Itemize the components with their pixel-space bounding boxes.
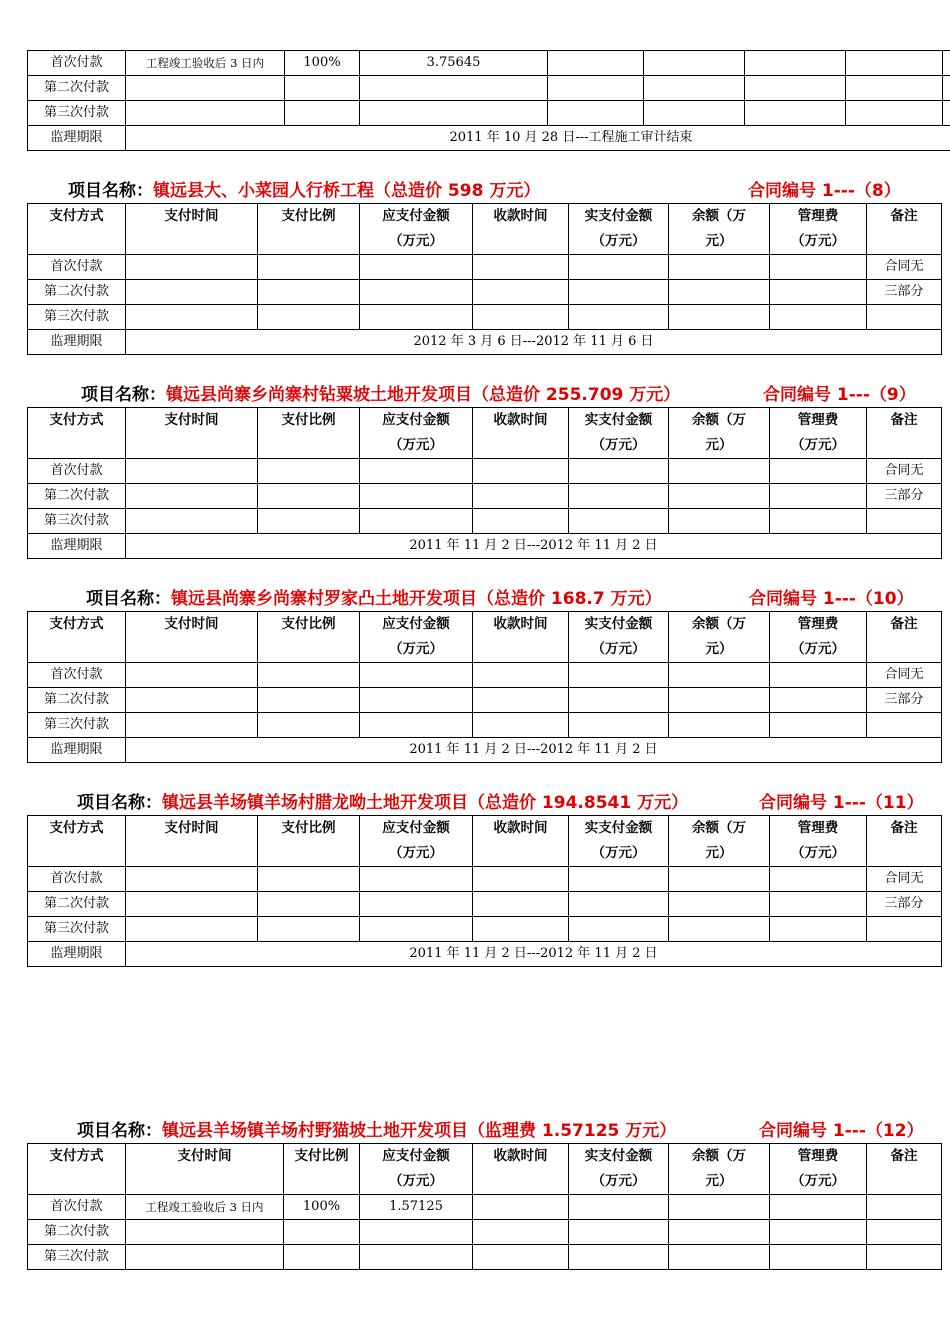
remark-cell: 三部分 bbox=[867, 484, 942, 509]
contract-number: 合同编号 1---（8） bbox=[748, 181, 901, 201]
remark-cell: 合同无 bbox=[867, 663, 942, 688]
project-name: 镇远县尚寨乡尚寨村罗家凸土地开发项目（总造价 168.7 万元） bbox=[171, 589, 662, 609]
table-row: 监理期限 2011 年 11 月 2 日---2012 年 11 月 2 日 bbox=[28, 942, 942, 967]
table-row: 监理期限 2011 年 11 月 2 日---2012 年 11 月 2 日 bbox=[28, 738, 942, 763]
remark-cell: 合同无 bbox=[867, 255, 942, 280]
row-label: 第二次付款 bbox=[28, 76, 126, 101]
supervision-period: 2011 年 11 月 2 日---2012 年 11 月 2 日 bbox=[126, 738, 942, 763]
contract-number: 合同编号 1---（9） bbox=[763, 385, 916, 405]
pay-time-cell: 工程竣工验收后 3 日内 bbox=[126, 51, 285, 76]
table-row: 首次付款 合同无 bbox=[28, 459, 942, 484]
project-title: 项目名称：镇远县大、小菜园人行桥工程（总造价 598 万元） bbox=[68, 181, 541, 201]
payment-table bbox=[27, 611, 942, 763]
remark-cell: 三部分 bbox=[867, 688, 942, 713]
table-row: 第二次付款 三部分 bbox=[28, 484, 942, 509]
table-row: 监理期限 2011 年 11 月 2 日---2012 年 11 月 2 日 bbox=[28, 534, 942, 559]
pay-ratio-cell: 100% bbox=[285, 51, 360, 76]
table-row: 第二次付款 bbox=[28, 1220, 942, 1245]
supervision-period: 2011 年 11 月 2 日---2012 年 11 月 2 日 bbox=[126, 534, 942, 559]
payment-table bbox=[27, 407, 942, 559]
supervision-period: 2012 年 3 月 6 日---2012 年 11 月 6 日 bbox=[126, 330, 942, 355]
row-label: 第三次付款 bbox=[28, 101, 126, 126]
table-header: 支付方式 支付时间 支付比例 应支付金额 （万元） 收款时间 实支付金额 （万元） 余额（万 元） 管理费 （万元） 备注 bbox=[28, 1144, 942, 1195]
table-row: 首次付款 合同无 bbox=[28, 867, 942, 892]
remark-cell: 合同无 bbox=[867, 867, 942, 892]
remark-cell: 三部分 bbox=[867, 892, 942, 917]
payment-table bbox=[27, 1143, 942, 1270]
table-header: 支付方式 支付时间 支付比例 应支付金额 （万元） 收款时间 实支付金额 （万元） 余额（万 元） 管理费 （万元） 备注 bbox=[28, 204, 942, 255]
table-row: 第三次付款 bbox=[28, 1245, 942, 1270]
supervision-period: 2011 年 10 月 28 日---工程施工审计结束 bbox=[126, 126, 950, 151]
project-name: 镇远县羊场镇羊场村野猫坡土地开发项目（监理费 1.57125 万元） bbox=[162, 1121, 677, 1141]
remark-cell: 合同无 bbox=[867, 459, 942, 484]
supervision-period: 2011 年 11 月 2 日---2012 年 11 月 2 日 bbox=[126, 942, 942, 967]
table-row: 首次付款 合同无 bbox=[28, 663, 942, 688]
table-row bbox=[28, 76, 950, 101]
table-row: 监理期限 2012 年 3 月 6 日---2012 年 11 月 6 日 bbox=[28, 330, 942, 355]
contract-number: 合同编号 1---（10） bbox=[749, 589, 914, 609]
table-row: 第三次付款 bbox=[28, 917, 942, 942]
table-row bbox=[28, 51, 950, 76]
table-row: 第二次付款 三部分 bbox=[28, 280, 942, 305]
due-amount-cell: 1.57125 bbox=[360, 1195, 473, 1220]
table-row: 第三次付款 bbox=[28, 713, 942, 738]
contract-number: 合同编号 1---（11） bbox=[759, 793, 924, 813]
payment-table bbox=[27, 815, 942, 967]
project-title: 项目名称：镇远县尚寨乡尚寨村钻粟坡土地开发项目（总造价 255.709 万元） bbox=[81, 385, 681, 405]
project-title: 项目名称：镇远县羊场镇羊场村腊龙呦土地开发项目（总造价 194.8541 万元） bbox=[77, 793, 689, 813]
payment-table bbox=[27, 203, 942, 355]
table-row: 首次付款 工程竣工验收后 3 日内 100% 1.57125 bbox=[28, 1195, 942, 1220]
table-header: 支付方式 支付时间 支付比例 应支付金额 （万元） 收款时间 实支付金额 （万元） 余额（万 元） 管理费 （万元） 备注 bbox=[28, 408, 942, 459]
project-name: 镇远县尚寨乡尚寨村钻粟坡土地开发项目（总造价 255.709 万元） bbox=[166, 385, 681, 405]
table-header: 支付方式 支付时间 支付比例 应支付金额 （万元） 收款时间 实支付金额 （万元） 余额（万 元） 管理费 （万元） 备注 bbox=[28, 612, 942, 663]
table-row: 第三次付款 bbox=[28, 305, 942, 330]
project-title: 项目名称：镇远县羊场镇羊场村野猫坡土地开发项目（监理费 1.57125 万元） bbox=[77, 1121, 677, 1141]
remark-cell: 三部分 bbox=[867, 280, 942, 305]
row-label: 首次付款 bbox=[28, 51, 126, 76]
payment-table-continued bbox=[27, 50, 950, 151]
due-amount-cell: 3.75645 bbox=[360, 51, 548, 76]
row-label: 监理期限 bbox=[28, 126, 126, 151]
table-row bbox=[28, 101, 950, 126]
pay-time-cell: 工程竣工验收后 3 日内 bbox=[126, 1195, 284, 1220]
table-row: 首次付款 合同无 bbox=[28, 255, 942, 280]
project-name: 镇远县羊场镇羊场村腊龙呦土地开发项目（总造价 194.8541 万元） bbox=[162, 793, 689, 813]
pay-ratio-cell: 100% bbox=[284, 1195, 360, 1220]
table-row: 第二次付款 三部分 bbox=[28, 688, 942, 713]
table-row bbox=[28, 126, 950, 151]
project-name: 镇远县大、小菜园人行桥工程（总造价 598 万元） bbox=[153, 181, 541, 201]
table-row: 第二次付款 三部分 bbox=[28, 892, 942, 917]
project-title: 项目名称：镇远县尚寨乡尚寨村罗家凸土地开发项目（总造价 168.7 万元） bbox=[86, 589, 662, 609]
table-row: 第三次付款 bbox=[28, 509, 942, 534]
contract-number: 合同编号 1---（12） bbox=[759, 1121, 924, 1141]
table-header: 支付方式 支付时间 支付比例 应支付金额 （万元） 收款时间 实支付金额 （万元） 余额（万 元） 管理费 （万元） 备注 bbox=[28, 816, 942, 867]
